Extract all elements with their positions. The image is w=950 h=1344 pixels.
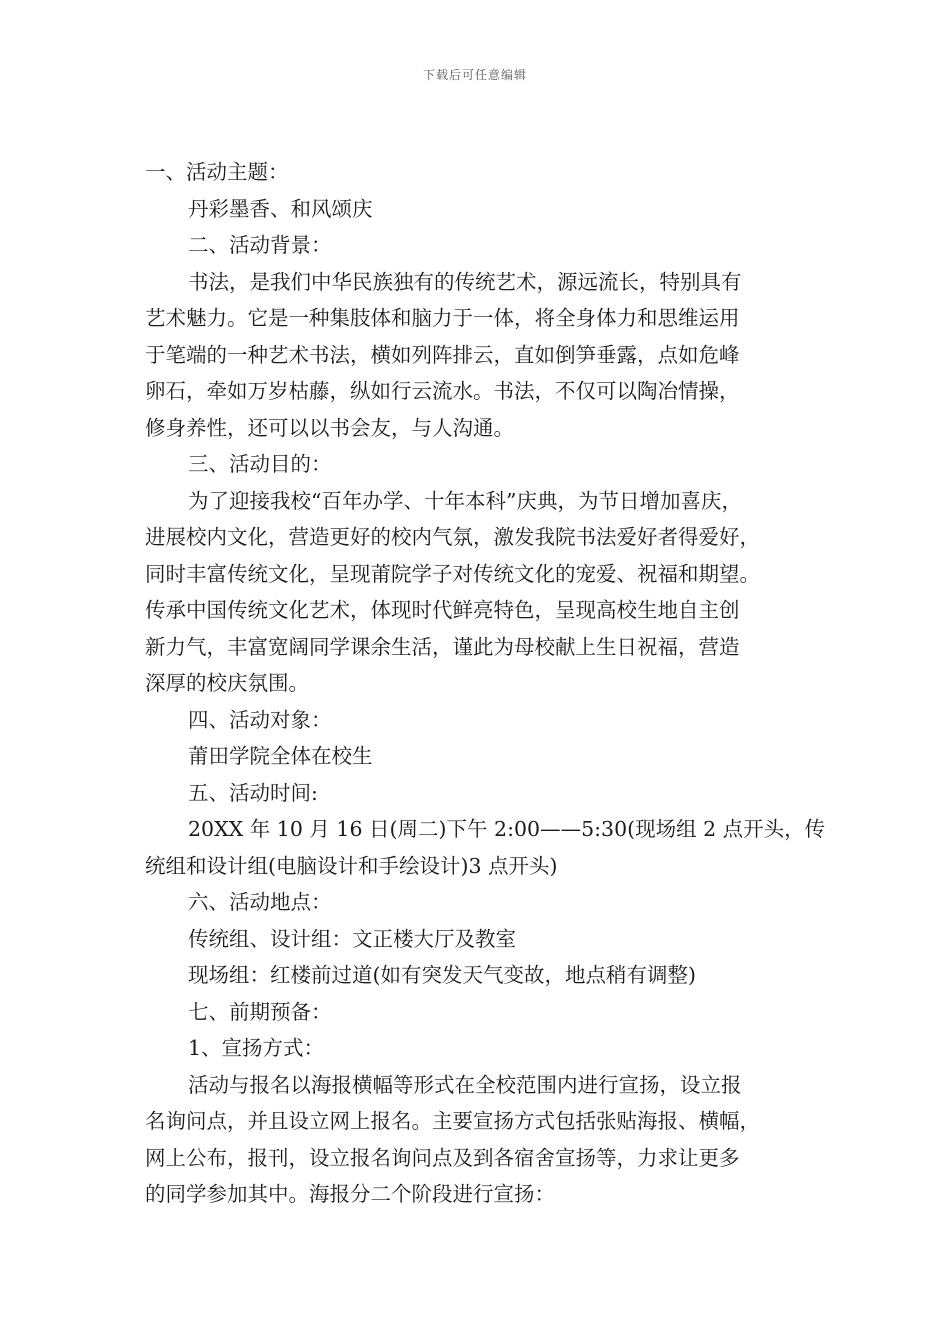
background-line: 于笔端的一种艺术书法，横如列阵排云，直如倒笋垂露，点如危峰 — [145, 342, 740, 367]
document-body — [145, 154, 826, 1213]
heading-activity-target: 四、活动对象： — [188, 707, 332, 732]
heading-preparation: 七、前期预备： — [188, 999, 332, 1024]
purpose-line: 同时丰富传统文化，呈现莆院学子对传统文化的宠爱、祝福和期望。 — [145, 561, 760, 586]
location-line: 现场组：红楼前过道(如有突发天气变故，地点稍有调整) — [188, 963, 696, 987]
purpose-line: 进展校内文化，营造更好的校内气氛，激发我院书法爱好者得爱好， — [145, 525, 760, 549]
purpose-line: 深厚的校庆氛围。 — [145, 671, 309, 695]
heading-activity-location: 六、活动地点： — [188, 890, 332, 914]
promotion-line: 活动与报名以海报横幅等形式在全校范围内进行宣扬，设立报 — [188, 1072, 742, 1097]
theme-text: 丹彩墨香、和风颂庆 — [188, 196, 373, 221]
background-line: 卵石，牵如万岁枯藤，纵如行云流水。书法，不仅可以陶冶情操， — [145, 379, 740, 403]
background-line: 修身养性，还可以以书会友，与人沟通。 — [145, 415, 514, 440]
purpose-line: 新力气，丰富宽阔同学课余生活，谨此为母校献上生日祝福，营造 — [145, 634, 740, 659]
background-line: 书法，是我们中华民族独有的传统艺术，源远流长，特别具有 — [188, 269, 742, 294]
heading-activity-purpose: 三、活动目的： — [188, 452, 332, 476]
page-header-note: 下载后可任意编辑 — [422, 68, 527, 82]
heading-activity-theme: 一、活动主题： — [145, 160, 289, 184]
heading-activity-time: 五、活动时间: — [188, 780, 318, 805]
promotion-line: 名询问点，并且设立网上报名。主要宣扬方式包括张贴海报、横幅， — [145, 1109, 760, 1133]
promotion-line: 的同学参加其中。海报分二个阶段进行宣扬： — [145, 1182, 555, 1206]
time-line: 20XX 年 10 月 16 日(周二)下午 2:00——5:30(现场组 2 点开头，传 — [188, 817, 826, 841]
promotion-line: 网上公布，报刊，设立报名询问点及到各宿舍宣扬等，力求让更多 — [145, 1145, 740, 1170]
location-line: 传统组、设计组：文正楼大厅及教室 — [188, 926, 516, 951]
heading-activity-background: 二、活动背景： — [188, 233, 332, 257]
subheading-promotion-method: 1、宣扬方式： — [188, 1036, 325, 1060]
time-line: 统组和设计组(电脑设计和手绘设计)3 点开头) — [145, 853, 558, 878]
target-text: 莆田学院全体在校生 — [188, 744, 373, 768]
background-line: 艺术魅力。它是一种集肢体和脑力于一体，将全身体力和思维运用 — [145, 306, 740, 330]
purpose-line: 为了迎接我校“百年办学、十年本科”庆典，为节日增加喜庆， — [188, 488, 742, 513]
purpose-line: 传承中国传统文化艺术，体现时代鲜亮特色，呈现高校生地自主创 — [145, 598, 740, 622]
